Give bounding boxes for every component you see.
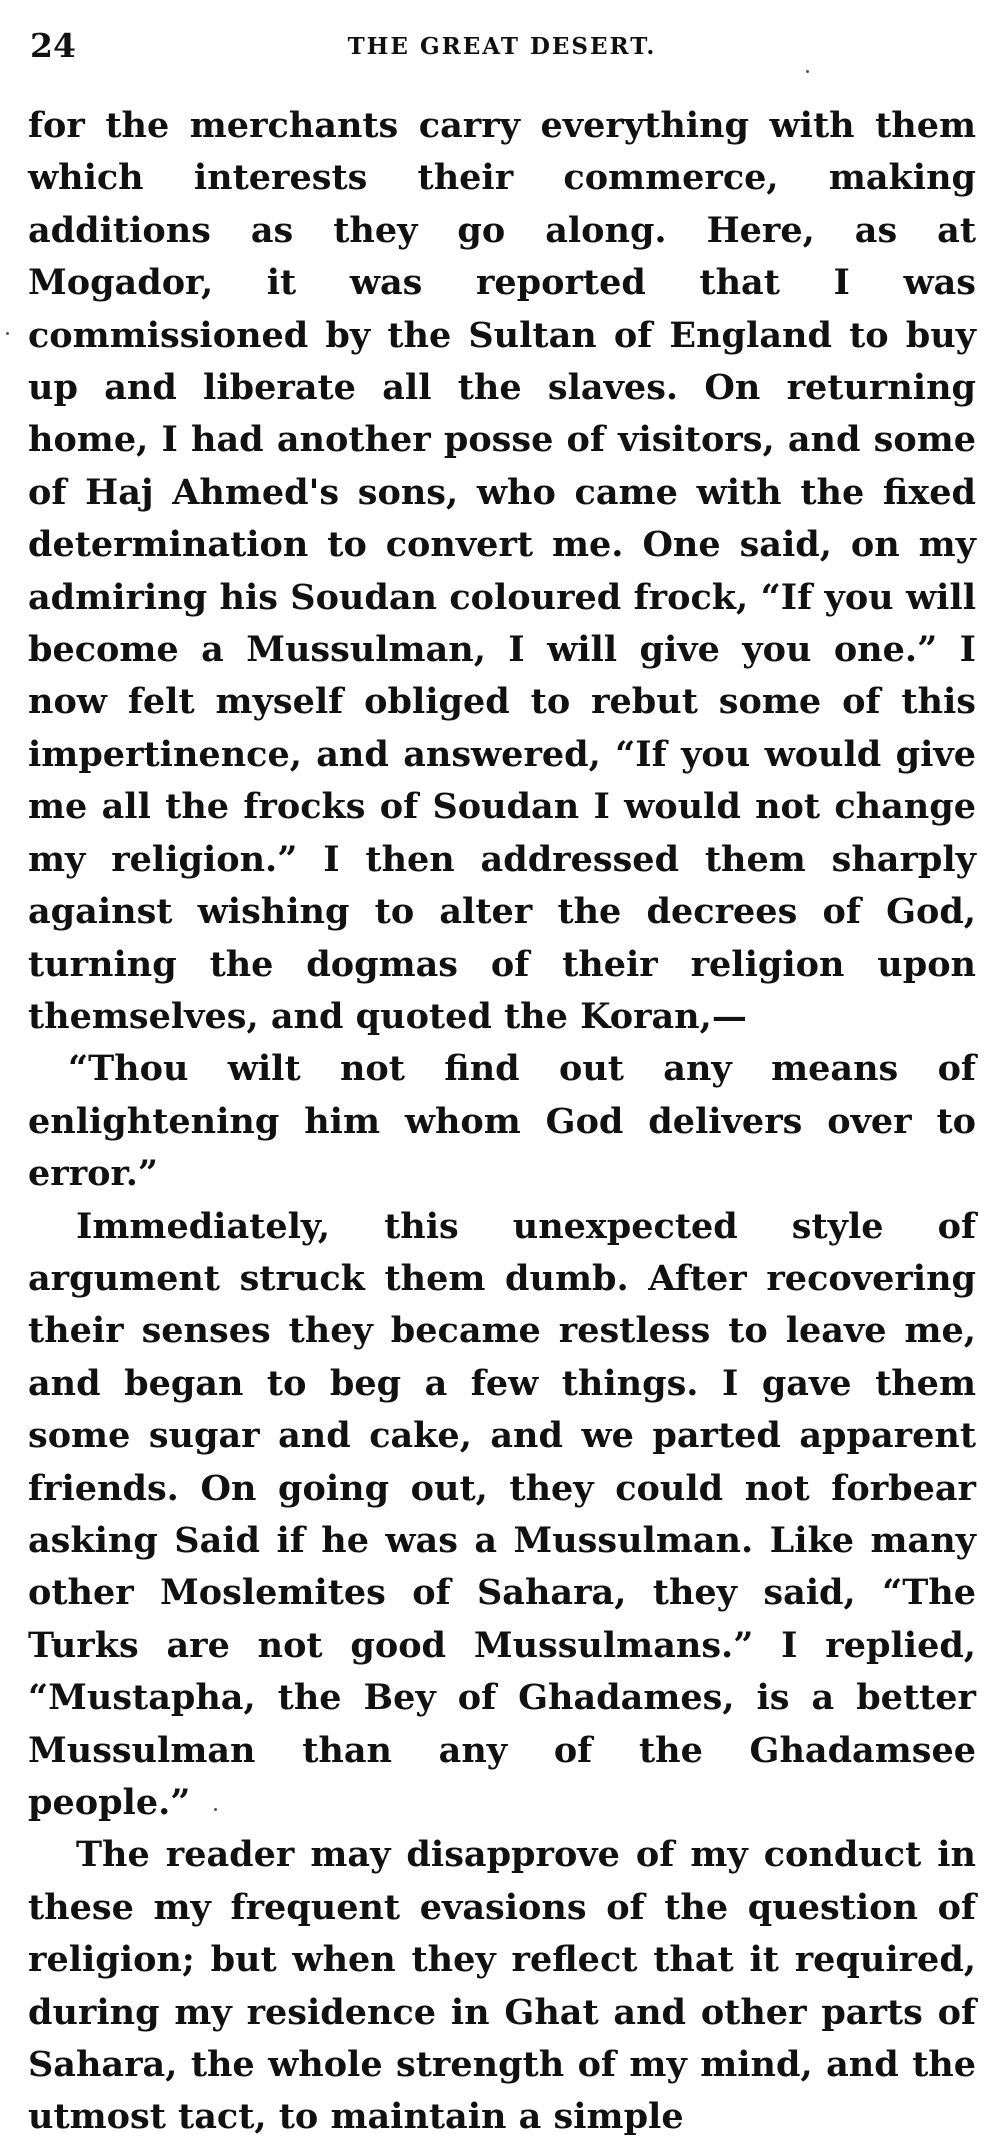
running-title: THE GREAT DESERT. — [347, 33, 657, 60]
paragraph-argument: Immediately, this unexpected style of argument struck them dumb. After recovering their senses they became restless to leave me, and began to beg a few things. I gave them some sugar and cake, and we parted apparent friends. On going out, they could not forbear asking Said if he was a Mussulman. Like many other Moslemites of Sahara, they said, “The Turks are not good Mussulmans.” I replied, “Mustapha, the Bey of Ghadames, is a better Mussulman than any of the Ghadamsee people.” — [28, 1205, 976, 1823]
book-page — [28, 26, 976, 2138]
print-speck — [214, 1808, 217, 1811]
print-speck — [6, 332, 9, 335]
page-body — [28, 100, 976, 2144]
paragraph-continued: for the merchants carry everything with them which interests their commerce, making additions as they go along. Here, as at Mogador, it was reported that I was commissioned by the Sultan of England to buy up and liberate all the slaves. On returning home, I had another posse of visitors, and some of Haj Ahmed's sons, who came with the fixed determination to convert me. One said, on my admiring his Soudan coloured frock, “If you will become a Mussulman, I will give you one.” I now felt myself obliged to rebut some of this impertinence, and answered, “If you would give me all the frocks of Soudan I would not change my religion.” I then addressed them sharply against wishing to alter the decrees of God, turning the dogmas of their religion upon themselves, and quoted the Koran,— — [28, 105, 976, 1037]
print-speck — [806, 70, 809, 73]
paragraph-reader: The reader may disapprove of my conduct in these my frequent evasions of the question of religion; but when they reflect that it required, during my residence in Ghat and other parts of Sahara, the whole strength of my mind, and the utmost tact, to maintain a simple — [28, 1834, 976, 2138]
page-header — [28, 26, 976, 72]
koran-quotation: “Thou wilt not find out any means of enlightening him whom God delivers over to error.” — [28, 1048, 976, 1195]
page-number: 24 — [30, 26, 76, 65]
